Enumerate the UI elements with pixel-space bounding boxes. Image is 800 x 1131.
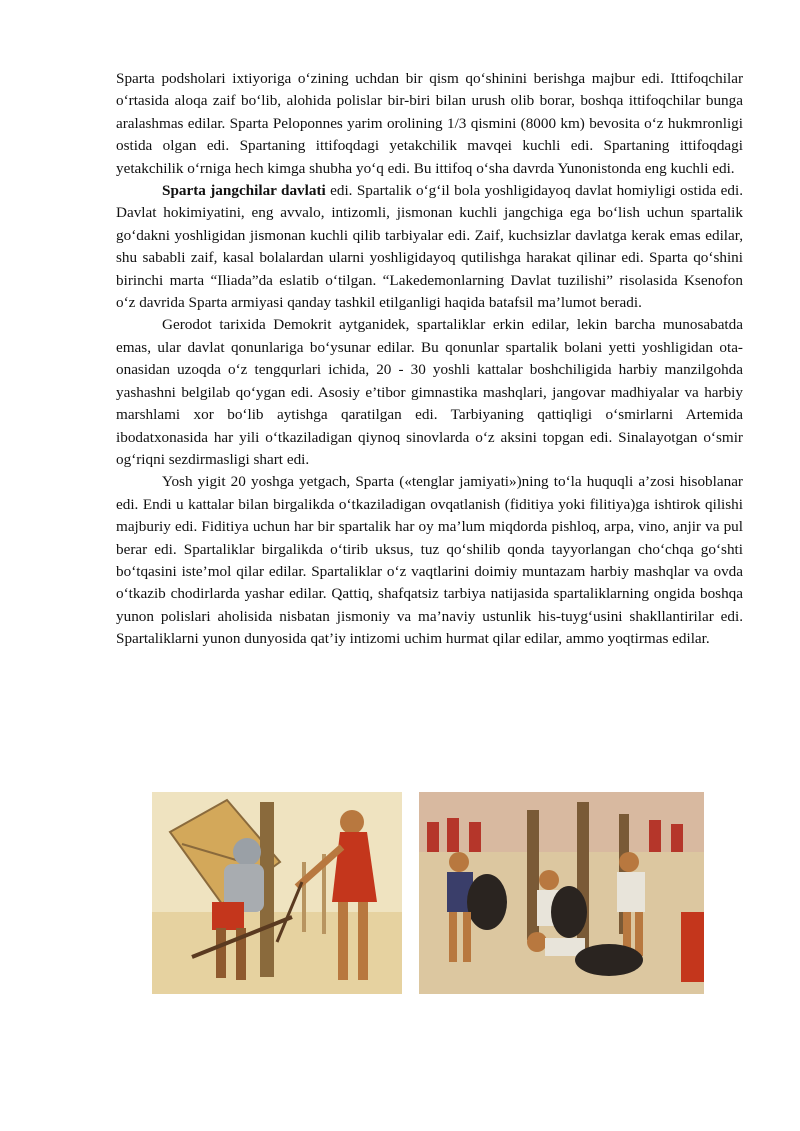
body-text (116, 68, 743, 651)
paragraph-3-text: Gerodot tarixida Demokrit aytganidek, spartaliklar erkin edilar, lekin barcha munosabatda emas, ular davlat qonunlariga bo‘ysunar edilar. Bu qonunlar spartalik bolani yetti yoshligidan ota-onasidan uzoqda o‘z tengqurlari ichida, 20 - 30 yoshli kattalar boshchiligida harbiy manzilgohda yashashni belgilab qo‘ygan edi. Asosiy e’tibor gimnastika mashqlari, jangovar madhiyalar va harbiy marshlami xor bo‘lib aytishga qaratilgan edi. Tarbiyaning qattiqligi o‘smirlarni Artemida ibodatxonasida har yili o‘tkaziladigan qiynoq sinovlarda o‘z aksini topgan edi. Sinalayotgan o‘smir og‘riqni sezdirmasligi shart edi. (116, 316, 743, 468)
paragraph-2-text: edi. Spartalik o‘g‘il bola yoshligidayoq davlat homiyligi ostida edi. Davlat hokimiyatini, eng avvalo, intizomli, jismonan kuchli jangchiga ega bo‘lish uchun spartalik go‘dakni yoshligidan jismonan kuchli qilib tarbiyalar edi. Zaif, kuchsizlar davlatga kerak emas edilar, shu sababli zaif, kasal bolalardan ularni yoshligidayoq qutilishga harakat qilinar edi. Sparta qo‘shini birinchi marta “Iliada”da eslatib o‘tilgan. “Lakedemonlarning Davlat tuzilishi” risolasida Ksenofon o‘z davrida Sparta armiyasi qanday tashkil etilganligi haqida batafsil ma’lumot beradi. (116, 182, 744, 312)
illustration-spartan-combat-practice (419, 792, 704, 994)
paragraph-4-text: Yosh yigit 20 yoshga yetgach, Sparta («tenglar jamiyati»)ning to‘la huquqli a’zosi hisoblanar edi. Endi u kattalar bilan birgalikda o‘tkaziladigan ovqatlanish (fiditiya yoki filitiya)ga ishtirok qilishi majburiy edi. Fiditiya uchun har bir spartalik har oy ma’lum miqdorda pishloq, arpa, vino, anjir va pul berar edi. Spartaliklar birgalikda o‘tirib uksus, tuz qo‘shilib qonda tayyorlangan cho‘chqa go‘shti bo‘tqasini iste’mol qilar edilar. Spartaliklar o‘z vaqtlarini doimiy muntazam harbiy mashqlar va ovda o‘tkazib chodirlarda yashar edilar. Qattiq, shafqatsiz tarbiya natijasida spartaliklarning ongida boshqa yunon polislari aholisida nisbatan jismoniy va ma’naviy ustunlik his-tuyg‘usini shakllantirilar edi. Spartaliklarni yunon dunyosida qat’iy intizomi uchim hurmat qilar edilar, ammo yoqtirmas edilar. (116, 473, 743, 648)
paragraph-2 (116, 180, 743, 314)
paragraph-1-text: Sparta podsholari ixtiyoriga o‘zining uchdan bir qism qo‘shinini berishga majbur edi. Ittifoqchilar o‘rtasida aloqa zaif bo‘lib, alohida polislar bir-biri bilan urush olib borar, boshqa ittifoqchilar bunga aralashmas edilar. Sparta Peloponnes yarim orolining 1/3 qismini (8000 km) bevosita o‘z hukmronligi ostida olgan edi. Spartaning ittifoqdagi yetakchilik mavqei kuchli edi. Spartaning ittifoqdagi yetakchilik o‘rniga hech kimga shubha yo‘q edi. Bu ittifoq o‘sha davrda Yunonistonda eng kuchli edi. (116, 70, 743, 177)
paragraph-1 (116, 68, 743, 180)
paragraph-3 (116, 314, 743, 471)
illustration-spartan-training (152, 792, 402, 994)
paragraph-2-bold-lead: Sparta jangchilar davlati (162, 182, 326, 200)
paragraph-4 (116, 471, 743, 650)
illustration-spartan-training-drawing (152, 792, 402, 994)
illustration-spartan-combat-practice-drawing (419, 792, 704, 994)
